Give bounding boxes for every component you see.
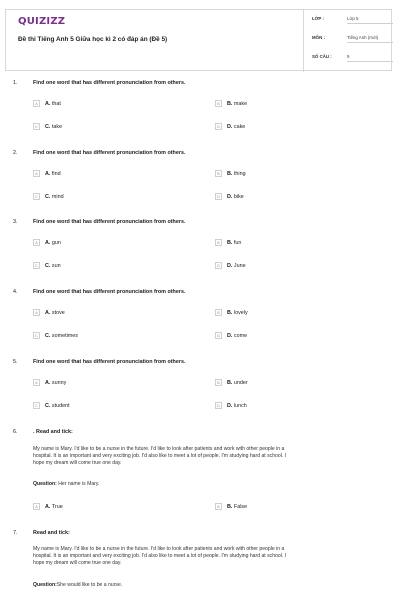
- option-key-box[interactable]: C: [33, 402, 40, 409]
- option-key-box[interactable]: A: [33, 100, 40, 107]
- option-key-box[interactable]: A: [33, 503, 40, 510]
- option-c[interactable]: C C. sometimes: [33, 332, 78, 339]
- option-key-box[interactable]: C: [33, 193, 40, 200]
- question-number: 2.: [13, 150, 18, 156]
- question-number: 3.: [13, 219, 18, 225]
- option-key-box[interactable]: A: [33, 379, 40, 386]
- option-key-box[interactable]: D: [215, 193, 222, 200]
- question-text: Find one word that has different pronunciation from others.: [33, 80, 186, 86]
- option-d[interactable]: D D. come: [215, 332, 247, 339]
- option-c[interactable]: C C. student: [33, 402, 70, 409]
- meta-box: [303, 10, 393, 72]
- option-c[interactable]: C C. sun: [33, 262, 61, 269]
- option-a[interactable]: A A. True: [33, 503, 63, 510]
- option-key-box[interactable]: B: [215, 309, 222, 316]
- question-number: 4.: [13, 289, 18, 295]
- option-key-box[interactable]: A: [33, 239, 40, 246]
- option-key-box[interactable]: A: [33, 170, 40, 177]
- option-b[interactable]: B B. under: [215, 379, 248, 386]
- question-text: . Read and tick:: [33, 429, 73, 435]
- option-a[interactable]: A A. gun: [33, 239, 61, 246]
- option-d[interactable]: D D. lunch: [215, 402, 247, 409]
- meta-question-count: SỐ CÂU : 9: [312, 54, 349, 59]
- option-key-box[interactable]: D: [215, 402, 222, 409]
- option-key-box[interactable]: B: [215, 239, 222, 246]
- option-key-box[interactable]: C: [33, 332, 40, 339]
- reading-passage: My name is Mary. I'd like to be a nurse in the future. I'd like to look after patients and work with other people in a hospital. It is an important and very exciting job. I'd also like to meet a lot of people. I'm studying hard at school. I hope my dream will come true one day.: [33, 546, 287, 566]
- question-text: Find one word that has different pronunciation from others.: [33, 219, 186, 225]
- sub-question: Question: Her name is Mary.: [33, 481, 100, 487]
- option-a[interactable]: A A. sunny: [33, 379, 66, 386]
- option-key-box[interactable]: B: [215, 170, 222, 177]
- option-b[interactable]: B B. False: [215, 503, 247, 510]
- option-c[interactable]: C C. take: [33, 123, 62, 130]
- sub-question: Question:She would like to be a nurse.: [33, 582, 123, 588]
- option-d[interactable]: D D. cake: [215, 123, 245, 130]
- option-b[interactable]: B B. make: [215, 100, 247, 107]
- option-key-box[interactable]: D: [215, 262, 222, 269]
- question-text: Read and tick:: [33, 530, 70, 536]
- question-text: Find one word that has different pronunciation from others.: [33, 289, 186, 295]
- question-text: Find one word that has different pronunciation from others.: [33, 150, 186, 156]
- option-key-box[interactable]: B: [215, 503, 222, 510]
- option-key-box[interactable]: B: [215, 100, 222, 107]
- option-a[interactable]: A A. that: [33, 100, 61, 107]
- worksheet-title: Đề thi Tiếng Anh 5 Giữa học kì 2 có đáp án (Đề 5): [18, 36, 168, 43]
- reading-passage: My name is Mary. I'd like to be a nurse in the future. I'd like to look after patients and work with other people in a hospital. It is an important and very exciting job. I'd also like to meet a lot of people. I'm studying hard at school. I hope my dream will come true one day.: [33, 446, 287, 466]
- meta-grade: LỚP : Lớp 5: [312, 16, 358, 21]
- option-key-box[interactable]: D: [215, 123, 222, 130]
- option-key-box[interactable]: A: [33, 309, 40, 316]
- question-number: 7.: [13, 530, 18, 536]
- option-a[interactable]: A A. find: [33, 170, 61, 177]
- meta-subject: MÔN : Tiếng Anh (mới): [312, 35, 378, 40]
- option-d[interactable]: D D. bike: [215, 193, 244, 200]
- option-d[interactable]: D D. June: [215, 262, 246, 269]
- option-b[interactable]: B B. thing: [215, 170, 246, 177]
- option-key-box[interactable]: B: [215, 379, 222, 386]
- quizizz-logo: QUIZIZZ: [18, 16, 66, 27]
- option-b[interactable]: B B. lovely: [215, 309, 248, 316]
- option-key-box[interactable]: C: [33, 123, 40, 130]
- question-number: 1.: [13, 80, 18, 86]
- question-number: 6.: [13, 429, 18, 435]
- question-number: 5.: [13, 359, 18, 365]
- option-c[interactable]: C C. mind: [33, 193, 64, 200]
- option-key-box[interactable]: D: [215, 332, 222, 339]
- option-key-box[interactable]: C: [33, 262, 40, 269]
- option-b[interactable]: B B. fun: [215, 239, 241, 246]
- worksheet-header: [5, 9, 392, 71]
- option-a[interactable]: A A. stove: [33, 309, 65, 316]
- question-text: Find one word that has different pronunciation from others.: [33, 359, 186, 365]
